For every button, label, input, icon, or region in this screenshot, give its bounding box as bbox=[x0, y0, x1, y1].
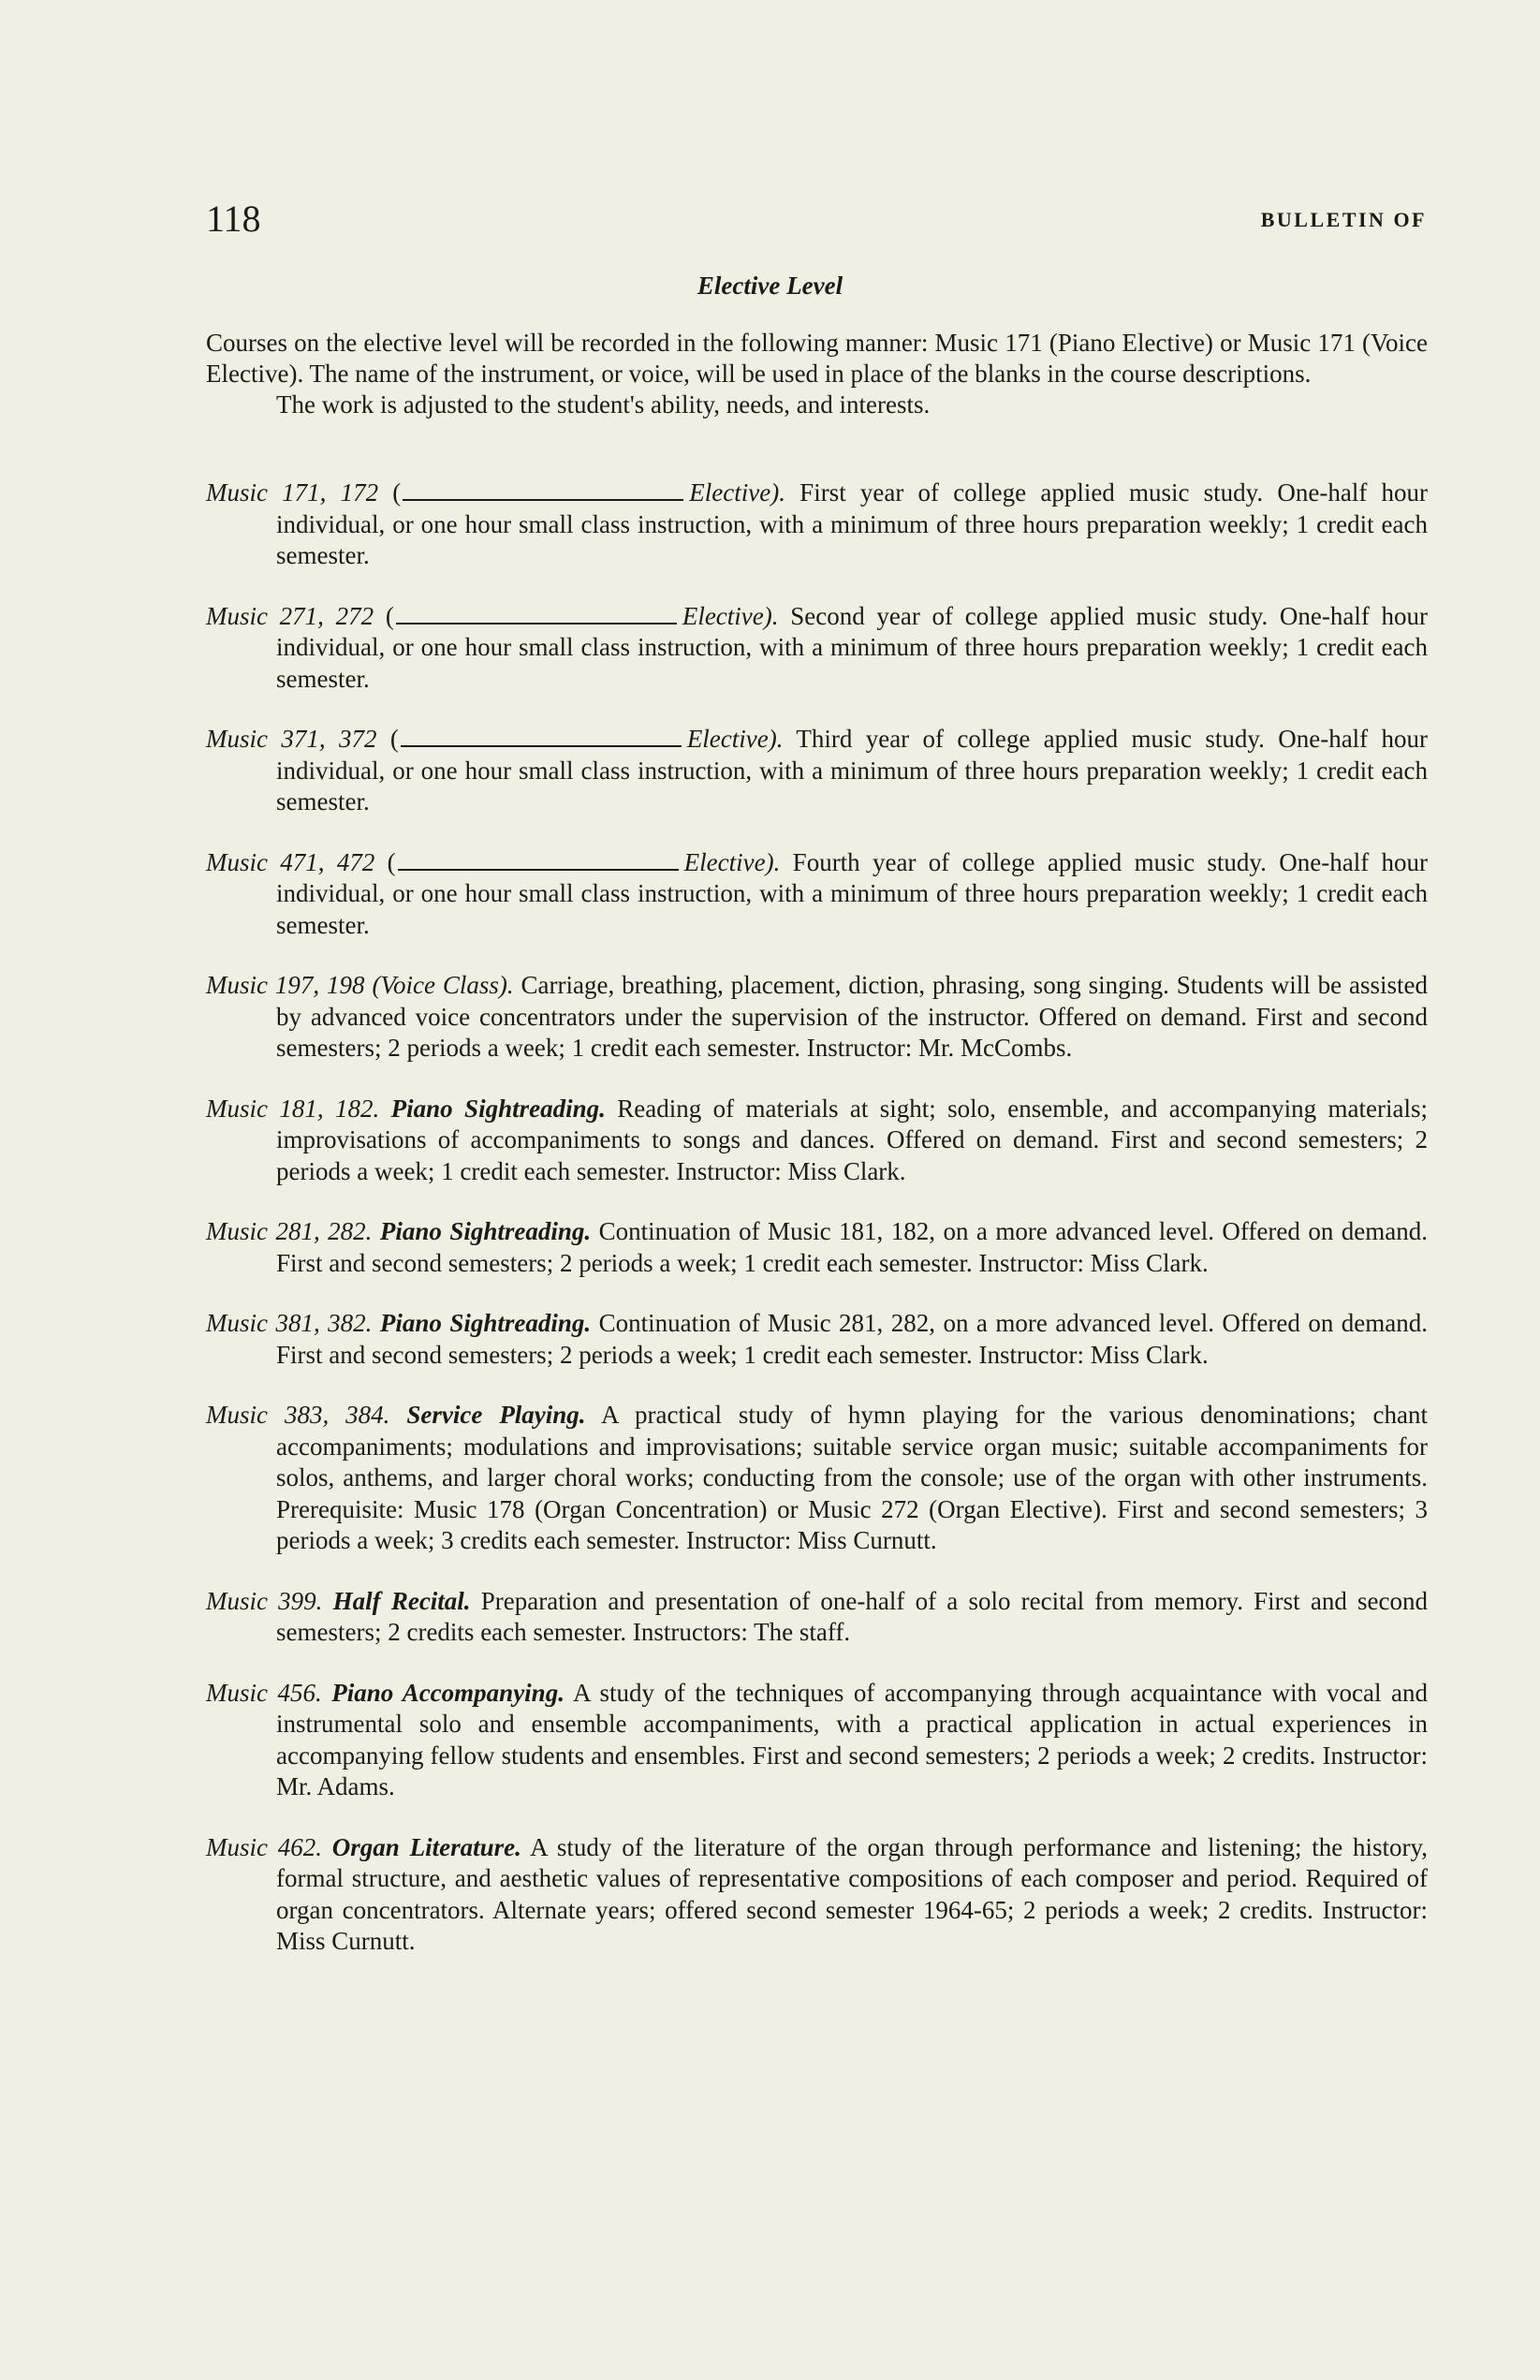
course-description: A study of the techniques of accompanying through acquaintance with vocal and instrumental solo and ensemble accompaniments, with a practical application in actual experiences in accompanying fellow students and ensembles. First and second semesters; 2 periods a week; 2 credits. Instructor: Mr. Adams. bbox=[276, 1678, 1428, 1800]
course-description: Continuation of Music 181, 182, on a more advanced level. Offered on demand. First and second semesters; 2 periods a week; 1 credit each semester. Instructor: Miss Clark. bbox=[276, 1217, 1429, 1277]
course-title: (Voice Class). bbox=[372, 971, 514, 999]
course-title: Service Playing. bbox=[406, 1401, 586, 1429]
course-description: First year of college applied music study. One-half hour individual, or one hour small class instruction, with a minimum of three hours preparation weekly; 1 credit each semester. bbox=[276, 478, 1428, 569]
elective-label: Elective). bbox=[689, 478, 785, 507]
course-number: Music 399. bbox=[206, 1586, 323, 1615]
section-title: Elective Level bbox=[697, 272, 843, 300]
course-entry-462 bbox=[206, 1832, 1428, 1958]
page-number: 118 bbox=[206, 198, 261, 240]
course-description: Reading of materials at sight; solo, ensemble, and accompanying materials; improvisations of accompaniments to songs and dances. Offered on demand. First and second semesters; 2 periods a week; 1 credit each semester. Instructor: Miss Clark. bbox=[276, 1094, 1429, 1185]
course-description: A study of the literature of the organ through performance and listening; the history, formal structure, and aesthetic values of representative compositions of each composer and period. Required of organ concentrators. Alternate years; offered second semester 1964-65; 2 periods a week; 2 credits. Instructor: Miss Curnutt. bbox=[276, 1832, 1428, 1955]
running-head: BULLETIN OF bbox=[1260, 208, 1427, 231]
course-title: Half Recital. bbox=[332, 1586, 471, 1615]
course-description: Fourth year of college applied music study. One-half hour individual, or one hour small class instruction, with a minimum of three hours preparation weekly; 1 credit each semester. bbox=[276, 847, 1428, 939]
course-title: Piano Accompanying. bbox=[331, 1678, 565, 1707]
course-title: Piano Sightreading. bbox=[379, 1217, 592, 1245]
course-description: Continuation of Music 281, 282, on a more advanced level. Offered on demand. First and second semesters; 2 periods a week; 1 credit each semester. Instructor: Miss Clark. bbox=[276, 1309, 1429, 1369]
paren-open: ( bbox=[385, 601, 394, 630]
instrument-blank bbox=[403, 478, 683, 501]
course-title: Piano Sightreading. bbox=[390, 1094, 606, 1123]
elective-label: Elective). bbox=[683, 847, 781, 876]
course-number: Music 181, 182. bbox=[206, 1094, 380, 1123]
elective-label: Elective). bbox=[686, 725, 784, 753]
instrument-blank bbox=[398, 848, 679, 871]
course-entry-383 bbox=[206, 1400, 1428, 1557]
instrument-blank bbox=[396, 602, 677, 624]
course-number: Music 371, 372 bbox=[206, 725, 377, 753]
course-entry-456 bbox=[206, 1678, 1428, 1803]
paren-open: ( bbox=[389, 725, 399, 753]
course-description: Third year of college applied music study. One-half hour individual, or one hour small class instruction, with a minimum of three hours preparation weekly; 1 credit each semester. bbox=[276, 725, 1429, 815]
course-entry-197 bbox=[206, 970, 1428, 1065]
course-description: Second year of college applied music study. One-half hour individual, or one hour small class instruction, with a minimum of three hours preparation weekly; 1 credit each semester. bbox=[276, 601, 1429, 693]
course-entry-281 bbox=[206, 1216, 1428, 1279]
paren-open: ( bbox=[387, 847, 396, 876]
course-number: Music 471, 472 bbox=[206, 847, 375, 876]
course-number: Music 271, 272 bbox=[206, 601, 374, 630]
course-title: Organ Literature. bbox=[331, 1832, 521, 1861]
course-number: Music 381, 382. bbox=[206, 1309, 373, 1337]
course-entry-399 bbox=[206, 1586, 1428, 1649]
course-description: A practical study of hymn playing for the various denominations; chant accompaniments; modulations and improvisations; suitable service organ music; suitable accompaniments for solos, anthems, and larger choral works; conducting from the console; use of the organ with other instruments. Prerequisite: Music 178 (Organ Concentration) or Music 272 (Organ Elective). First and second semesters; 3 periods a week; 3 credits each semester. Instructor: Miss Curnutt. bbox=[276, 1401, 1429, 1554]
intro-note: The work is adjusted to the student's ability, needs, and interests. bbox=[276, 390, 931, 419]
course-number: Music 171, 172 bbox=[206, 478, 379, 507]
course-number: Music 197, 198 bbox=[206, 971, 365, 999]
course-description: Preparation and presentation of one-half of a solo recital from memory. First and second semesters; 2 credits each semester. Instructors: The staff. bbox=[276, 1586, 1429, 1646]
instrument-blank bbox=[401, 725, 682, 747]
course-entry-371 bbox=[206, 724, 1428, 818]
course-entry-381 bbox=[206, 1308, 1428, 1371]
elective-label: Elective). bbox=[682, 601, 779, 630]
course-number: Music 456. bbox=[206, 1678, 322, 1707]
course-title: Piano Sightreading. bbox=[379, 1309, 592, 1337]
course-number: Music 383, 384. bbox=[206, 1401, 390, 1429]
course-entry-181 bbox=[206, 1094, 1428, 1188]
course-entry-271 bbox=[206, 601, 1428, 696]
intro-paragraph bbox=[206, 328, 1428, 420]
course-list bbox=[206, 477, 1428, 1987]
course-number: Music 281, 282. bbox=[206, 1217, 373, 1245]
course-number: Music 462. bbox=[206, 1832, 323, 1861]
paren-open: ( bbox=[392, 478, 402, 507]
intro-text: Courses on the elective level will be recorded in the following manner: Music 171 (Piano Elective) or Music 171 (Voice Elective). The name of the instrument, or voice, will be used in place of the blanks in the course descriptions. bbox=[206, 329, 1428, 388]
course-entry-171 bbox=[206, 477, 1428, 572]
course-description: Carriage, breathing, placement, diction, phrasing, song singing. Students will be assisted by advanced voice concentrators under the supervision of the instructor. Offered on demand. First and second semesters; 2 periods a week; 1 credit each semester. Instructor: Mr. McCombs. bbox=[276, 971, 1429, 1062]
course-entry-471 bbox=[206, 847, 1428, 942]
page-header bbox=[206, 197, 1427, 253]
